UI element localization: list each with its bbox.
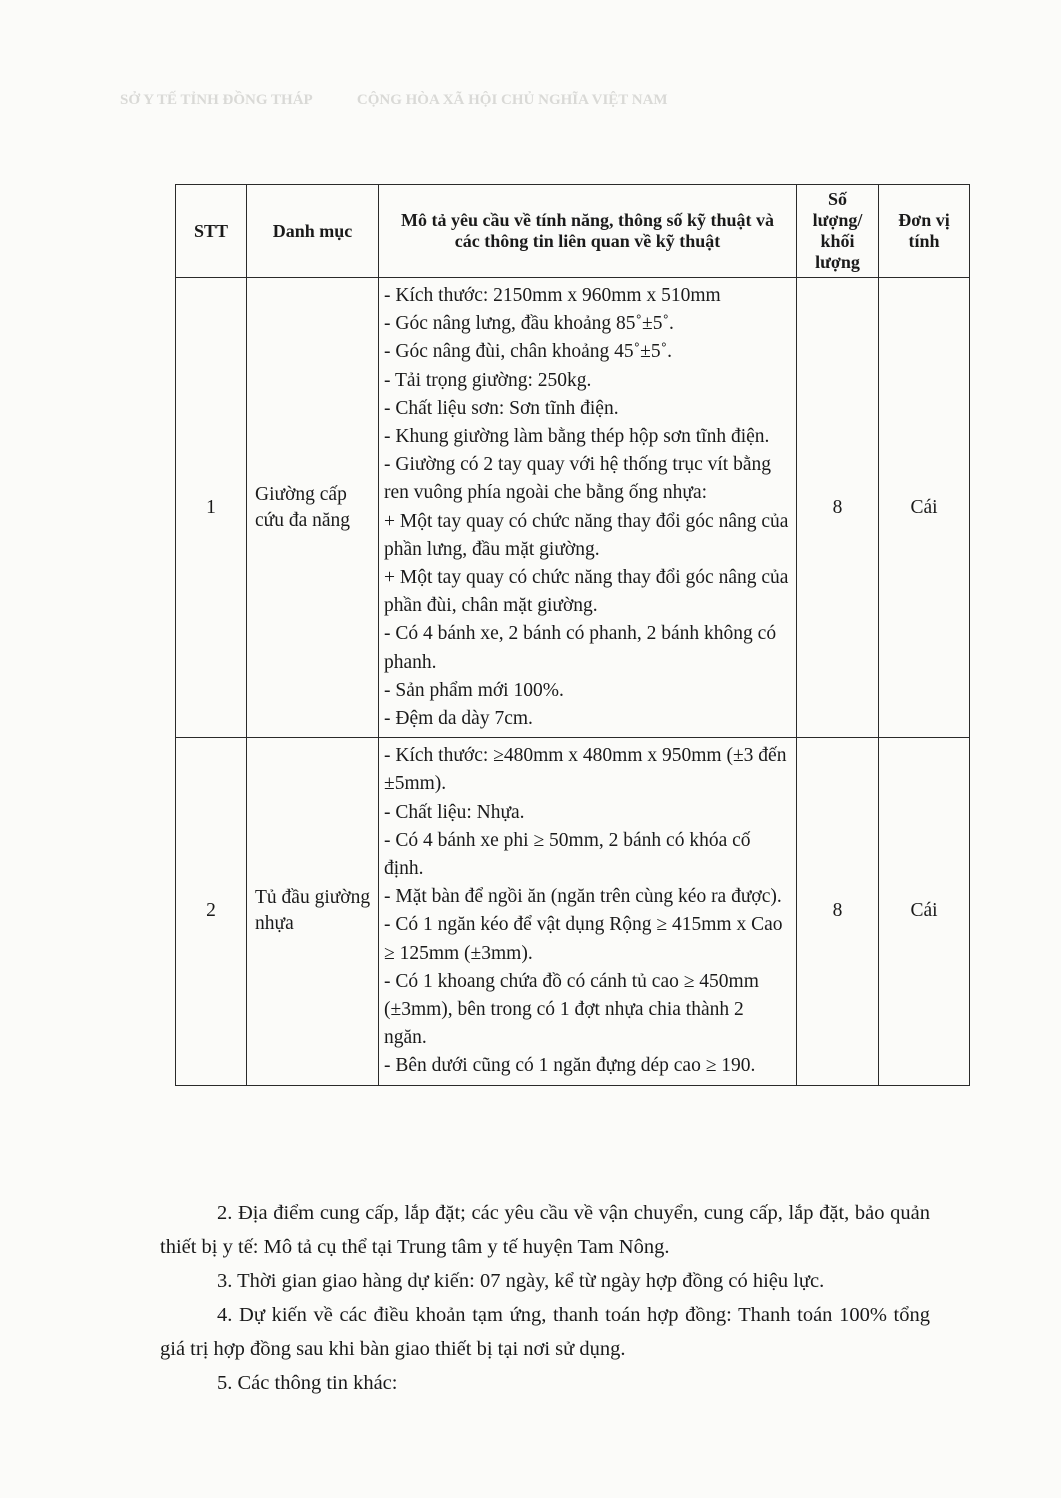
table-header-row [176, 185, 970, 278]
row-category: Tủ đầu giường nhựa [247, 738, 379, 1085]
desc-line: - Góc nâng đùi, chân khoảng 45˚±5˚. [384, 341, 672, 363]
row-description [379, 278, 797, 738]
desc-line: - Có 1 ngăn kéo để vật dụng Rộng ≥ 415mm x Cao ≥ 125mm (±3mm). [384, 914, 783, 964]
desc-line: - Kích thước: 2150mm x 960mm x 510mm [384, 285, 721, 306]
desc-line: - Mặt bàn để ngồi ăn (ngăn trên cùng kéo ra được). [384, 886, 782, 908]
header-category: Danh mục [247, 185, 379, 278]
spec-table [175, 184, 970, 1086]
row-description [379, 738, 797, 1085]
desc-line: - Góc nâng lưng, đầu khoảng 85˚±5˚. [384, 313, 674, 335]
paragraph-payment-terms: 4. Dự kiến về các điều khoản tạm ứng, thanh toán hợp đồng: Thanh toán 100% tổng giá trị hợp đồng sau khi bàn giao thiết bị tại nơi sử dụng. [160, 1304, 930, 1360]
paragraph-other-info: 5. Các thông tin khác: [217, 1372, 398, 1394]
desc-line: - Giường có 2 tay quay với hệ thống trục vít bằng ren vuông phía ngoài che bằng ống nhựa: [384, 454, 771, 504]
desc-line: - Có 4 bánh xe, 2 bánh có phanh, 2 bánh không có phanh. [384, 623, 777, 673]
desc-line: - Có 4 bánh xe phi ≥ 50mm, 2 bánh có khóa cố định. [384, 829, 751, 880]
row-category: Giường cấp cứu đa năng [247, 278, 379, 738]
desc-line: - Kích thước: ≥480mm x 480mm x 950mm (±3 đến ±5mm). [384, 745, 787, 795]
row-stt: 1 [176, 278, 247, 738]
desc-line: - Tải trọng giường: 250kg. [384, 369, 592, 391]
row-stt: 2 [176, 738, 247, 1085]
row-unit: Cái [879, 738, 970, 1085]
desc-line: - Sản phẩm mới 100%. [384, 679, 564, 701]
row-quantity: 8 [797, 738, 879, 1085]
desc-line: - Có 1 khoang chứa đồ có cánh tủ cao ≥ 450mm (±3mm), bên trong có 1 đợt nhựa chia thành 2 ngăn. [384, 970, 759, 1049]
row-quantity: 8 [797, 278, 879, 738]
paragraph-delivery-location: 2. Địa điểm cung cấp, lắp đặt; các yêu cầu về vận chuyển, cung cấp, lắp đặt, bảo quản thiết bị y tế: Mô tả cụ thể tại Trung tâm y tế huyện Tam Nông. [160, 1202, 930, 1258]
header-description: Mô tả yêu cầu về tính năng, thông số kỹ thuật và các thông tin liên quan về kỹ thuật [379, 185, 797, 278]
desc-line: - Bên dưới cũng có 1 ngăn đựng dép cao ≥ 190. [384, 1055, 756, 1077]
desc-line: - Khung giường làm bằng thép hộp sơn tĩnh điện. [384, 426, 770, 448]
desc-line: - Chất liệu sơn: Sơn tĩnh điện. [384, 397, 619, 419]
row-unit: Cái [879, 278, 970, 738]
body-paragraphs [160, 1196, 930, 1400]
paragraph-delivery-time: 3. Thời gian giao hàng dự kiến: 07 ngày, kể từ ngày hợp đồng có hiệu lực. [217, 1270, 825, 1292]
table-row [176, 738, 970, 1085]
desc-line: - Chất liệu: Nhựa. [384, 801, 525, 823]
table-row [176, 278, 970, 738]
desc-line: + Một tay quay có chức năng thay đổi góc nâng của phần đùi, chân mặt giường. [384, 567, 789, 617]
bleed-through-text: SỞ Y TẾ TỈNH ĐỒNG THÁP CỘNG HÒA XÃ HỘI CHỦ NGHĨA VIỆT NAM [120, 92, 668, 108]
header-stt: STT [176, 185, 247, 278]
header-quantity: Số lượng/ khối lượng [797, 185, 879, 278]
header-unit: Đơn vị tính [879, 185, 970, 278]
desc-line: - Đệm da dày 7cm. [384, 708, 533, 730]
desc-line: + Một tay quay có chức năng thay đổi góc nâng của phần lưng, đầu mặt giường. [384, 510, 789, 560]
